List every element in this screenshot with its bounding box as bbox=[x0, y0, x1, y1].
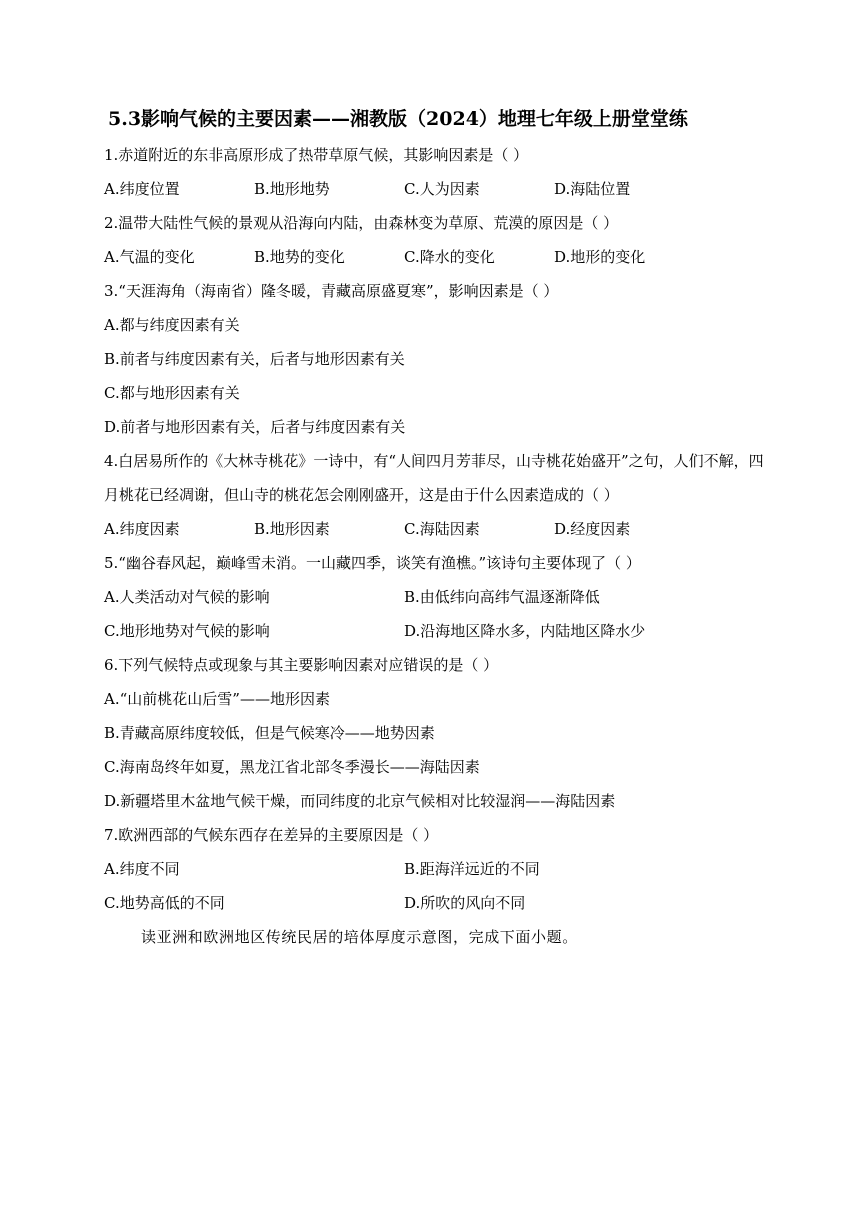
question-5-options-row-1 bbox=[104, 580, 764, 614]
question-1-option-a: A.纬度位置 bbox=[104, 180, 180, 198]
question-7-stem: 7.欧洲西部的气候东西存在差异的主要原因是（ ） bbox=[104, 826, 439, 844]
question-7-options-row-2 bbox=[104, 886, 764, 920]
question-3-option-a: A.都与纬度因素有关 bbox=[104, 316, 240, 334]
question-4-option-c: C.海陆因素 bbox=[404, 520, 480, 538]
question-4-option-b: B.地形因素 bbox=[254, 520, 330, 538]
question-5-option-c: C.地形地势对气候的影响 bbox=[104, 622, 270, 640]
question-7-option-a: A.纬度不同 bbox=[104, 860, 180, 878]
question-5-stem: 5.“幽谷春风起，巅峰雪未消。一山藏四季，谈笑有渔樵。”该诗句主要体现了（ ） bbox=[104, 554, 641, 572]
question-3-option-b: B.前者与纬度因素有关，后者与地形因素有关 bbox=[104, 350, 405, 368]
question-6-option-b: B.青藏高原纬度较低，但是气候寒冷——地势因素 bbox=[104, 724, 435, 742]
question-1-options bbox=[104, 172, 764, 206]
question-1-option-c: C.人为因素 bbox=[404, 180, 480, 198]
question-6-option-d: D.新疆塔里木盆地气候干燥，而同纬度的北京气候相对比较湿润——海陆因素 bbox=[104, 792, 616, 810]
question-3-option-c: C.都与地形因素有关 bbox=[104, 384, 240, 402]
reading-prompt: 读亚洲和欧洲地区传统民居的培体厚度示意图，完成下面小题。 bbox=[141, 928, 578, 946]
question-1-option-d: D.海陆位置 bbox=[554, 180, 631, 198]
question-5-option-d: D.沿海地区降水多，内陆地区降水少 bbox=[404, 622, 646, 640]
question-7-option-d: D.所吹的风向不同 bbox=[404, 894, 526, 912]
question-2-stem: 2.温带大陆性气候的景观从沿海向内陆，由森林变为草原、荒漠的原因是（ ） bbox=[104, 214, 619, 232]
question-5-option-a: A.人类活动对气候的影响 bbox=[104, 588, 270, 606]
question-5-option-b: B.由低纬向高纬气温逐渐降低 bbox=[404, 588, 600, 606]
question-7-option-b: B.距海洋远近的不同 bbox=[404, 860, 540, 878]
question-6-option-a: A.“山前桃花山后雪”——地形因素 bbox=[104, 690, 330, 708]
question-2-option-d: D.地形的变化 bbox=[554, 248, 646, 266]
question-2-option-a: A.气温的变化 bbox=[104, 248, 195, 266]
question-2-option-c: C.降水的变化 bbox=[404, 248, 495, 266]
question-2-option-b: B.地势的变化 bbox=[254, 248, 345, 266]
question-6-stem: 6.下列气候特点或现象与其主要影响因素对应错误的是（ ） bbox=[104, 656, 499, 674]
question-3-stem: 3.“天涯海角（海南省）隆冬暖，青藏高原盛夏寒”，影响因素是（ ） bbox=[104, 282, 559, 300]
question-4-option-d: D.经度因素 bbox=[554, 520, 631, 538]
question-7-option-c: C.地势高低的不同 bbox=[104, 894, 225, 912]
question-1-stem: 1.赤道附近的东非高原形成了热带草原气候，其影响因素是（ ） bbox=[104, 146, 529, 164]
question-3-option-d: D.前者与地形因素有关，后者与纬度因素有关 bbox=[104, 418, 406, 436]
document-title: 5.3影响气候的主要因素——湘教版（2024）地理七年级上册堂堂练 bbox=[108, 108, 688, 130]
document-page bbox=[104, 100, 764, 954]
question-4-stem: 4.白居易所作的《大林寺桃花》一诗中，有“人间四月芳菲尽，山寺桃花始盛开”之句，人们不解，四月桃花已经凋谢，但山寺的桃花怎会刚刚盛开，这是由于什么因素造成的（ ） bbox=[104, 452, 764, 504]
question-7-options-row-1 bbox=[104, 852, 764, 886]
question-2-options bbox=[104, 240, 764, 274]
question-5-options-row-2 bbox=[104, 614, 764, 648]
question-1-option-b: B.地形地势 bbox=[254, 180, 330, 198]
question-4-options bbox=[104, 512, 764, 546]
question-6-option-c: C.海南岛终年如夏，黑龙江省北部冬季漫长——海陆因素 bbox=[104, 758, 480, 776]
question-4-option-a: A.纬度因素 bbox=[104, 520, 180, 538]
